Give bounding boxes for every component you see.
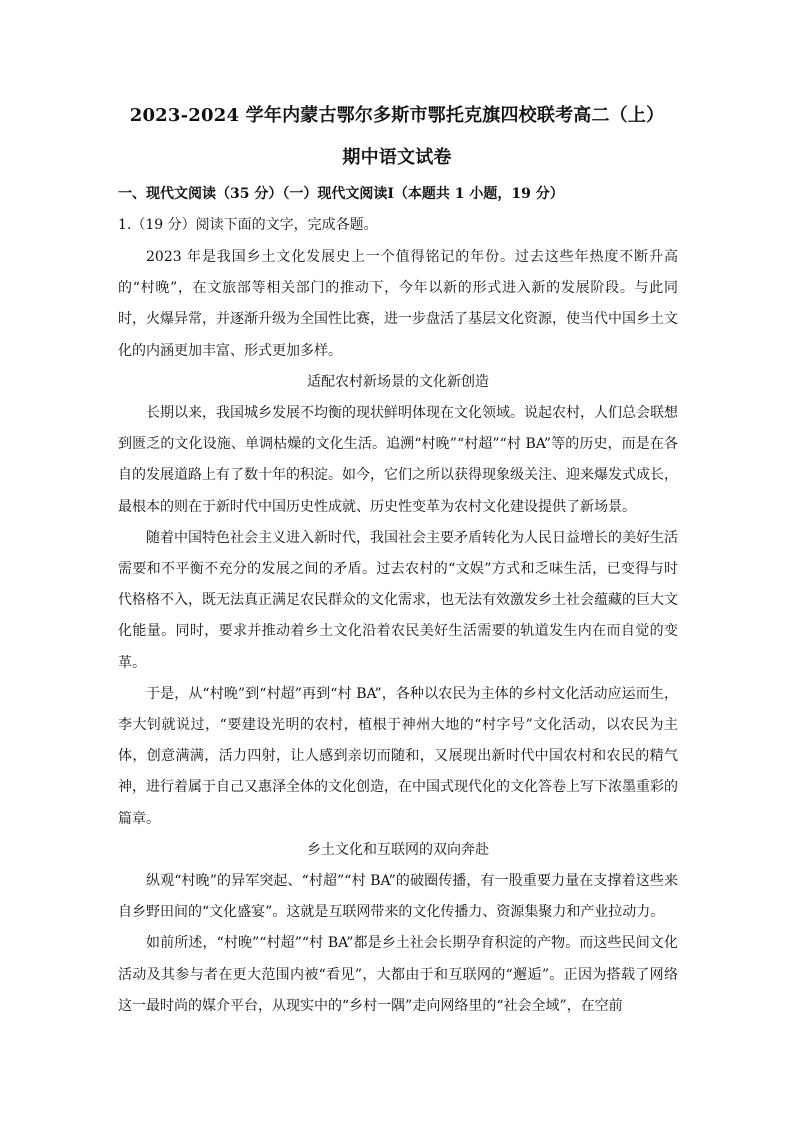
question-intro: 1.（19 分）阅读下面的文字，完成各题。 xyxy=(118,217,378,233)
reading-passage xyxy=(118,242,678,1022)
paragraph-2: 长期以来，我国城乡发展不均衡的现状鲜明体现在文化领域。说起农村，人们总会联想到匮乏的文化设施、单调枯燥的文化生活。追溯“村晚”“村超”“村 BA”等的历史，而是在各自的发展道路上有了数十年的积淀。如今，它们之所以获得现象级关注、迎来爆发式成长，最根本的则在于新时代中国历史性成就、历史性变革为农村文化建设提供了新场景。 xyxy=(118,405,678,515)
paragraph-4: 于是，从“村晚”到“村超”再到“村 BA”，各种以农民为主体的乡村文化活动应运而生，李大钊就说过，“要建设光明的农村，植根于神州大地的“村字号”文化活动，以农民为主体，创意满满，活力四射，让人感到亲切而随和，又展现出新时代中国农村和农民的精气神，进行着属于自己又惠泽全体的文化创造，在中国式现代化的文化答卷上写下浓墨重彩的篇章。 xyxy=(118,685,678,827)
section-heading: 一、现代文阅读（35 分）（一）现代文阅读Ⅰ（本题共 1 小题，19 分） xyxy=(118,186,564,202)
paragraph-6: 如前所述，“村晚”“村超”“村 BA”都是乡土社会长期孕育积淀的产物。而这些民间文化活动及其参与者在更大范围内被“看见”，大都由于和互联网的“邂逅”。正因为搭载了网络这一最时尚的媒介平台，从现实中的“乡村一隅”走向网络里的“社会全域”，在空前 xyxy=(118,935,678,1014)
exam-title-line1: 2023-2024 学年内蒙古鄂尔多斯市鄂托克旗四校联考高二（上） xyxy=(129,105,665,126)
paragraph-5: 纵观“村晚”的异军突起、“村超”“村 BA”的破圈传播，有一股重要力量在支撑着这些来自乡野田间的“文化盛宴”。这就是互联网带来的文化传播力、资源集聚力和产业拉动力。 xyxy=(118,873,678,921)
subheading-2: 乡土文化和互联网的双向奔赴 xyxy=(307,841,489,858)
exam-title-line2: 期中语文试卷 xyxy=(342,147,452,168)
paragraph-1: 2023 年是我国乡土文化发展史上一个值得铭记的年份。过去这些年热度不断升高的“村晚”，在文旅部等相关部门的推动下，今年以新的形式进入新的发展阶段。与此同时，火爆异常，并逐渐升级为全国性比赛，进一步盘活了基层文化资源，使当代中国乡土文化的内涵更加丰富、形式更加多样。 xyxy=(118,249,678,359)
subheading-1: 适配农村新场景的文化新创造 xyxy=(307,373,489,390)
paragraph-3: 随着中国特色社会主义进入新时代，我国社会主要矛盾转化为人民日益增长的美好生活需要和不平衡不充分的发展之间的矛盾。过去农村的“文娱”方式和乏味生活，已变得与时代格格不入，既无法真正满足农民群众的文化需求，也无法有效激发乡土社会蕴藏的巨大文化能量。同时，要求并推动着乡土文化沿着农民美好生活需要的轨道发生内在而自觉的变革。 xyxy=(118,529,678,671)
